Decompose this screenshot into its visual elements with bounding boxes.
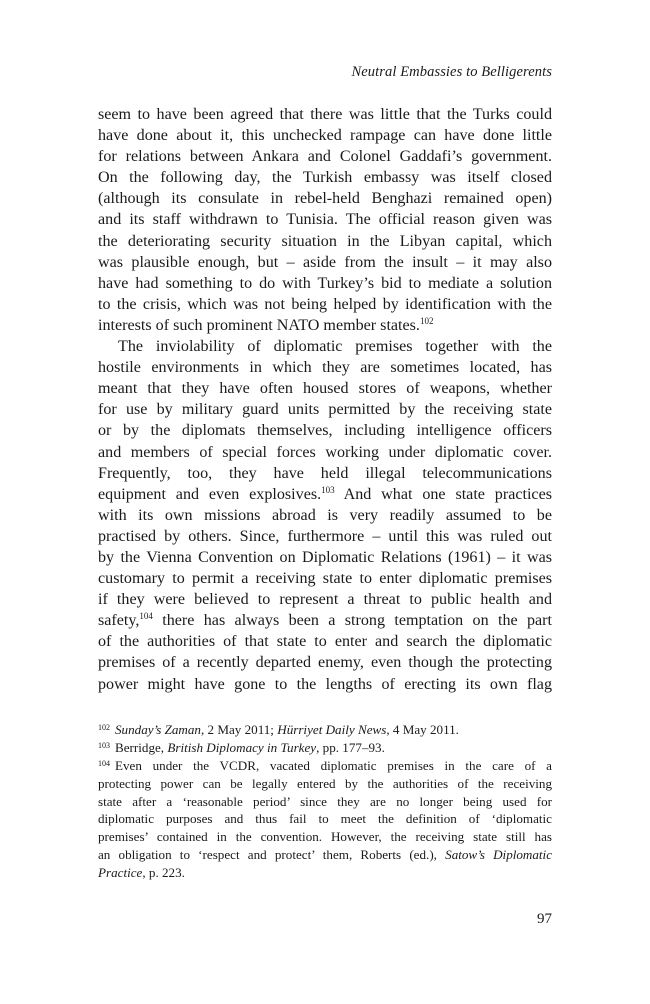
page-number: 97 (537, 911, 552, 927)
text-line: meant that they have often housed stores of weapons, whether (98, 380, 552, 398)
text-fragment: an obligation to ‘respect and protect’ them, Roberts (ed.), (98, 847, 446, 863)
text-line: if they were believed to represent a threat to public health and (98, 591, 552, 609)
text-line: power might have gone to the lengths of erecting its own flag (98, 675, 552, 693)
footnote-103 (98, 739, 552, 757)
text-line: have had something to do with Turkey’s bid to mediate a solution (98, 274, 552, 292)
text-line: On the following day, the Turkish embassy was itself closed (98, 169, 552, 187)
running-head: Neutral Embassies to Belligerents (351, 64, 552, 80)
footnote-line: premises’ contained in the convention. However, the receiving state still has (98, 829, 552, 845)
text-line: and members of special forces working under diplomatic cover. (98, 443, 552, 461)
footnote-ref-104[interactable]: 104 (139, 611, 153, 622)
footnote-ref-103[interactable]: 103 (321, 484, 335, 495)
text-line: hostile environments in which they are sometimes located, has (98, 359, 552, 377)
source-title: Sunday’s Zaman (115, 722, 201, 737)
text-fragment: Even under the VCDR, vacated diplomatic premises in the care of a (115, 757, 552, 773)
footnotes (98, 721, 552, 882)
text-fragment: interests of such prominent NATO member states. (98, 316, 420, 334)
source-title: British Diplomacy in Turkey (167, 739, 317, 755)
footnote-102 (98, 721, 552, 739)
text-line: of the authorities of that state to enter and search the diplomatic (98, 633, 552, 651)
body-text (98, 104, 552, 695)
text-fragment: And what one state practices (334, 485, 552, 503)
footnote-number: 103 (98, 740, 110, 750)
footnote-line (98, 846, 552, 864)
footnote-number: 104 (98, 758, 110, 768)
source-title: Satow’s Diplomatic (445, 847, 553, 863)
text-line (98, 315, 552, 336)
text-line: for relations between Ankara and Colonel Gaddafi’s government. (98, 148, 552, 166)
text-line: for use by military guard units permitted by the receiving state (98, 401, 552, 419)
footnote-line: diplomatic purposes and thus fail to meet the definition of ‘diplomatic (98, 811, 552, 827)
text-line (98, 610, 552, 631)
text-fragment: safety, (98, 612, 140, 630)
text-fragment: there has always been a strong temptation on the part (152, 612, 552, 630)
footnote-line: state after a ‘reasonable period’ since they are no longer being used for (98, 793, 552, 809)
text-line (98, 484, 552, 505)
text-fragment: , 2 May 2011; (200, 722, 278, 737)
text-line: practised by others. Since, furthermore – until this was ruled out (98, 527, 552, 545)
paragraph-1 (98, 104, 552, 336)
text-line: the deteriorating security situation in the Libyan capital, which (98, 232, 552, 250)
text-fragment: , p. 223. (142, 865, 185, 881)
text-line: was plausible enough, but – aside from the insult – it may also (98, 253, 552, 271)
footnote-104 (98, 757, 552, 882)
source-title: Practice (98, 865, 143, 881)
text-line: with its own missions abroad is very readily assumed to be (98, 506, 552, 524)
text-line: Frequently, too, they have held illegal telecommunications (98, 464, 552, 482)
footnote-line (98, 757, 552, 775)
text-line: (although its consulate in rebel-held Benghazi remained open) (98, 190, 552, 208)
text-line: and its staff withdrawn to Tunisia. The official reason given was (98, 211, 552, 229)
footnote-line: protecting power can be legally entered by the authorities of the receiving (98, 775, 552, 791)
footnote-number: 102 (98, 723, 110, 732)
text-line: seem to have been agreed that there was little that the Turks could (98, 106, 552, 123)
text-line: The inviolability of diplomatic premises together with the (118, 338, 552, 356)
text-line: or by the diplomats themselves, including intelligence officers (98, 422, 552, 440)
text-line: by the Vienna Convention on Diplomatic Relations (1961) – it was (98, 548, 552, 566)
text-fragment: equipment and even explosives. (98, 485, 322, 503)
footnote-ref-102[interactable]: 102 (419, 315, 434, 326)
text-fragment: , pp. 177–93. (316, 739, 385, 755)
footnote-line (98, 864, 552, 882)
source-title: Hürriyet Daily News (277, 722, 387, 737)
text-line: customary to permit a receiving state to enter diplomatic premises (98, 570, 552, 588)
text-line: premises of a recently departed enemy, even though the protecting (98, 654, 552, 672)
text-fragment: , 4 May 2011. (386, 722, 459, 737)
text-line: to the crisis, which was not being helped by identification with the (98, 295, 552, 313)
text-fragment: Berridge, (115, 739, 168, 755)
paragraph-2 (98, 336, 552, 695)
text-line: have done about it, this unchecked rampage can have done little (98, 127, 552, 145)
